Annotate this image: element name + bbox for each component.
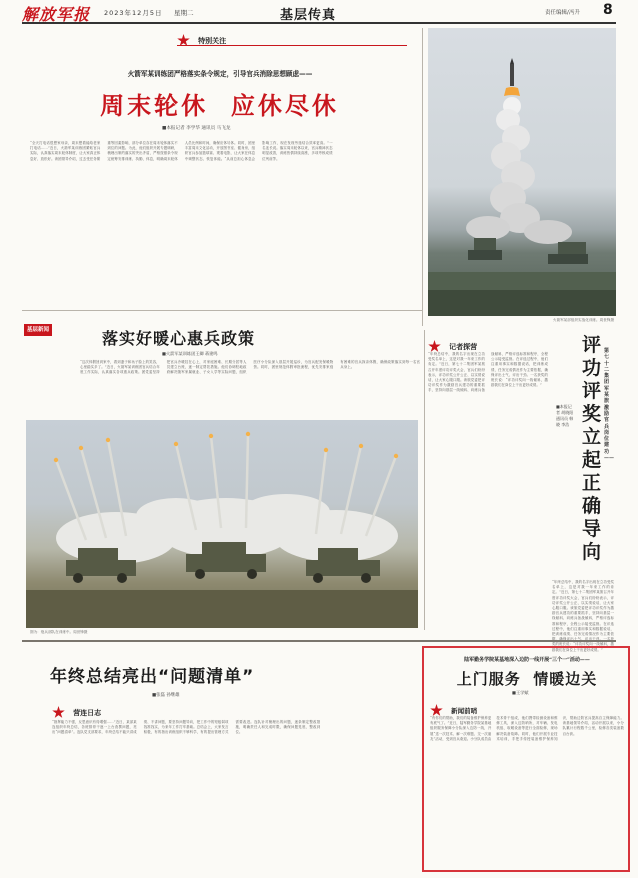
side-byline: ■本报记者 胡晓阳 通讯员 韩晓 李浩: [556, 404, 574, 427]
missile-photo-caption: 火箭军某部组织实战化训练。周世锋摄: [552, 318, 614, 322]
bottom-left-column-tag: [52, 702, 101, 721]
top-story: [22, 28, 417, 306]
side-subtitle: 第七十二集团军某旅激励官兵岗位建功——: [604, 348, 614, 462]
story-headline: 周末轮休 应休尽休: [100, 92, 339, 120]
side-body-lower: [552, 580, 614, 652]
page-editor: 责任编辑/冯升: [545, 10, 580, 16]
bottom-left-column-name: 营连日志: [73, 708, 102, 717]
bottom-right-body: “有你们的帮助，我们的装备维护保养更有底气了。”近日，陆军勤务学院某基地组织服务保障小分队深入边防一线，开展“送一次技术、解一次难题、交一次朋友”活动，受到官兵欢迎。小分队成员由技术骨干组成，他们携带检测设备和维修工具，深入边防哨所，对车辆、发电机组、取暖设备等进行全面检修，现场解决装备故障。同时，他们开展专业技术培训，手把手传授装备维护保养知识，帮助边防官兵提高自主保障能力。该基地领导介绍，活动开展以来，小分队累计行程数千公里，检修各类装备数百台套。: [430, 716, 624, 741]
star-icon: [52, 706, 65, 719]
second-headline: 落实好暖心惠兵政策: [102, 329, 256, 348]
rocket-artillery-photo: [26, 420, 418, 628]
page-number: 8: [603, 2, 613, 18]
masthead-rule: [22, 22, 616, 24]
newspaper-logo: 解放军报: [22, 5, 91, 24]
masthead: [0, 0, 638, 22]
second-body: “这次休假回到家中，看到妻子和孩子脸上的笑容，心里踏实多了。”近日，火箭军某训练团官兵结合年底工作实际，认真落实各项惠兵政策。团党委坚持把官兵冷暖挂在心上，对家庭困难、长期分居等人员建立台账，逐一制定帮扶措施。他们协调驻地政府解决随军家属就业、子女入学等实际问题，组织医疗小分队深入基层开展巡诊，为官兵配发保暖物资。同时，团里规范休假审批流程，优先安排家庭有困难的官兵探亲休假，确保政策落实到每一名官兵身上。: [80, 360, 420, 375]
second-column-name: 基层新闻: [26, 327, 49, 333]
missile-launch-illustration: [428, 28, 616, 316]
side-headline: 评功评奖立起正确导向: [582, 334, 602, 563]
bottom-right-kicker: 陆军勤务学院某基地深入边防一线开展“三个一”活动——: [464, 657, 590, 663]
bottom-left-body: “指挥能力不强，反思意识有待增强……”近日，某部某连组织年终总结，各班排骨干逐一上台查摆问题，亮出“问题清单”。连队党支部要求，年终总结不能只讲成绩、不讲问题，要坚持问题导向，把工作中的短板弱项找准找实，为来年工作打牢基础。总结会上，大家发言积极，有的指出训练组织不够科学，有的提出管理方式需要改进。连队针对梳理出的问题，逐条制定整改措施，明确责任人和完成时限，确保问题见底、整改到位。: [52, 720, 321, 735]
side-body: “年终总结中，我的名字出现在立功受奖名单上，这是对我一年来工作的肯定。”近日，第七十二集团军某旅召开年度评功评奖大会，官兵们纷纷表示，评功评奖公开公正、以实绩说话，让大家心服口服。该旅党委把评功评奖作为激励官兵建功的重要抓手，坚持向基层一线倾斜、向练兵备战倾斜，严格评选标准和程序，全程公示接受监督。在评选过程中，他们注重用事实和数据说话，把训练成绩、任务完成情况作为主要依据，确保评出士气、评出干劲。一名获奖的班长说：“评功评奖向一线倾斜，激励我们在岗位上干出更好成绩。”: [428, 352, 548, 393]
column-tag-rule: [177, 45, 407, 46]
issue-date: 2023年12月5日: [104, 9, 163, 17]
bottom-right-column-name: 新闻前哨: [451, 707, 478, 715]
column-divider: [422, 28, 423, 326]
section-title: 基层传真: [280, 8, 337, 23]
story-body: “全天打电话很想家母亲，周末想着能给老家打电话……”近日，火箭军某训练团紧贴官兵实际，认真落实周末轮休制度，让大家真正休息好、放松好。该团领导介绍，过去受任务繁重等因素影响，部分单位存在周末轮休落实不到位的问题。为此，他们组织开展专题调研，梳理出制约落实的突出矛盾，严格按照条令规定统筹安排训练、执勤、休息，明确周末轮休人员比例和时间，确保应休尽休。同时，团里丰富周末文化活动，开放图书室、健身房，组织官兵参加篮球赛、观看电影，让大家在休息中调整状态、恢复体能。“从前总担心休息会影响工作，现在发现劳逸结合效率更高。”一名连长说。落实周末轮休以来，官兵精神状态明显改善，训练热情持续高涨，多项考核成绩位列前茅。: [30, 141, 333, 161]
column-tag: [177, 30, 226, 49]
second-story: [22, 314, 422, 414]
missile-launch-photo: [428, 28, 616, 316]
rocket-artillery-illustration: [26, 420, 418, 628]
story-byline: ■本报记者 李学华 通讯员 马飞龙: [162, 126, 231, 131]
lower-section-rule: [22, 640, 616, 642]
side-column-divider: [424, 330, 425, 630]
side-column: [428, 334, 616, 652]
side-body-lower-text: “年终总结中，我的名字出现在立功受奖名单上，这是对我一年来工作的肯定。”近日，第七十二集团军某旅召开年度评功评奖大会，官兵们纷纷表示，评功评奖公开公正、以实绩说话，让大家心服口服。该旅党委把评功评奖作为激励官兵建功的重要抓手，坚持向基层一线倾斜、向练兵备战倾斜，严格评选标准和程序，全程公示接受监督。在评选过程中，他们注重用事实和数据说话，把训练成绩、任务完成情况作为主要依据，确保评出士气、评出干劲。一名获奖的班长说：“评功评奖向一线倾斜，激励我们在岗位上干出更好成绩。”: [552, 580, 614, 652]
bottom-left-headline: 年终总结亮出“问题清单”: [50, 667, 255, 687]
second-byline: ■火箭军某训练团王卿 蒋建鸣: [162, 351, 218, 356]
side-column-name: 记者探营: [449, 342, 478, 351]
story-kicker: 火箭军某训练团严格落实条令规定，引导官兵消除思想顾虑——: [127, 70, 313, 78]
bottom-left-byline: ■张磊 孙继雄: [152, 693, 180, 698]
issue-weekday: 星期二: [174, 9, 194, 17]
bottom-right-byline: ■王学赋: [512, 690, 529, 695]
artillery-photo-caption: 图为：炮兵部队在训练中。周世锋摄: [30, 630, 88, 634]
bottom-right-story: [422, 646, 630, 872]
bottom-right-headline: 上门服务 情暖边关: [456, 670, 598, 688]
bottom-left-story: [22, 650, 416, 872]
section-rule: [22, 310, 422, 311]
column-name: 特别关注: [198, 36, 227, 45]
